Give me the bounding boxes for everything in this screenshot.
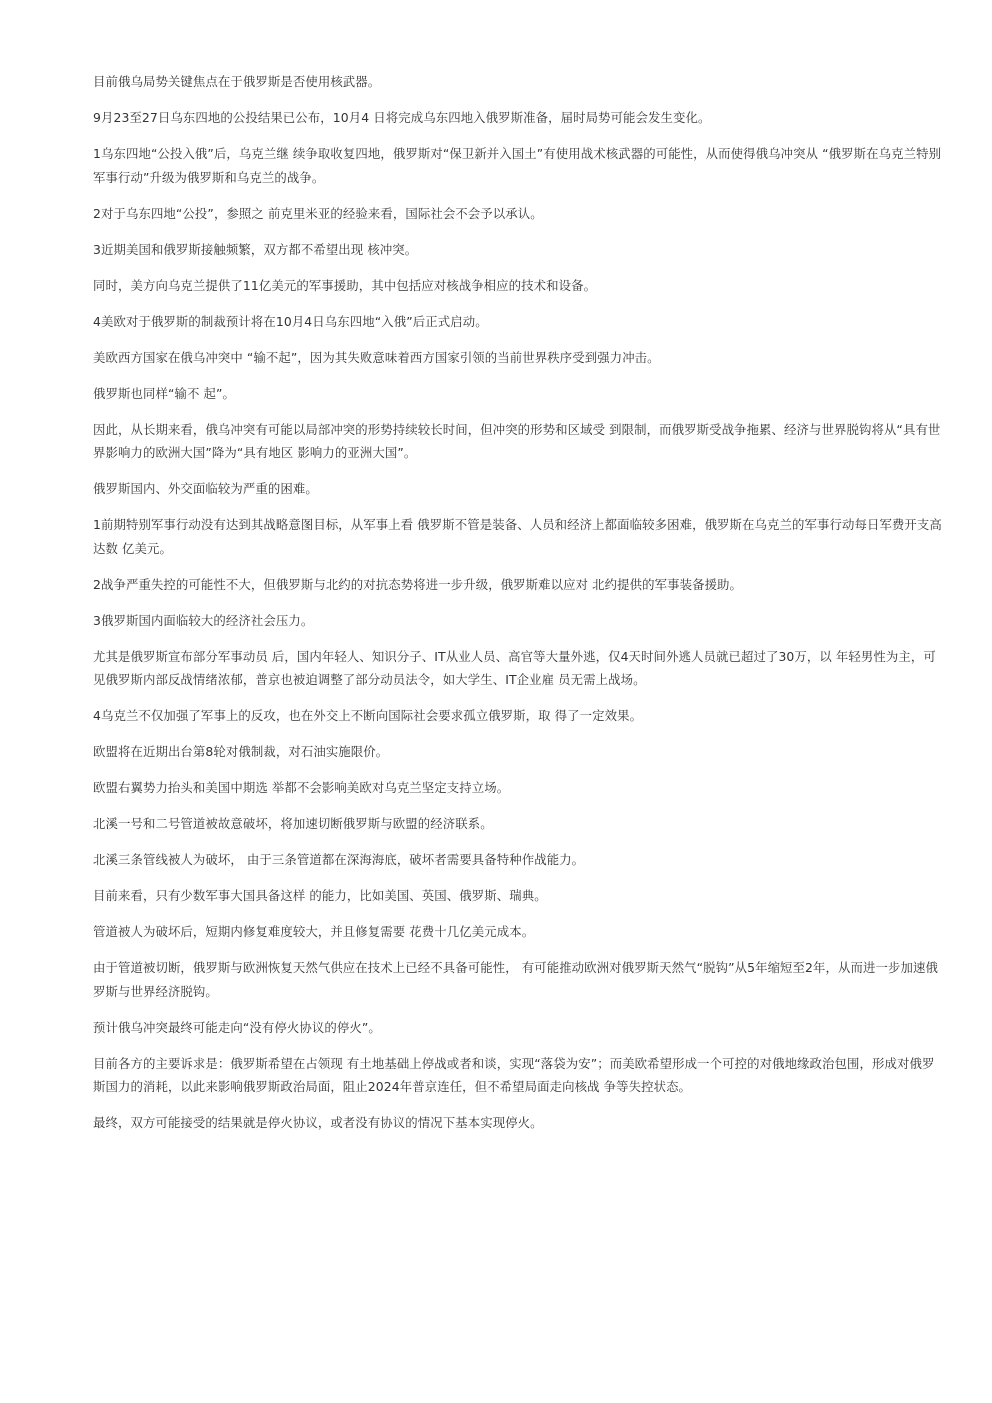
paragraph: 目前来看，只有少数军事大国具备这样 的能力，比如美国、英国、俄罗斯、瑞典。 [93,888,547,903]
paragraph: 俄罗斯国内、外交面临较为严重的困难。 [93,481,318,496]
paragraph: 9月23至27日乌东四地的公投结果已公布，10月4 日将完成乌东四地入俄罗斯准备，届时局势可能会发生变化。 [93,110,711,125]
paragraph: 2战争严重失控的可能性不大，但俄罗斯与北约的对抗态势将进一步升级，俄罗斯难以应对 北约提供的军事装备援助。 [93,576,743,592]
paragraph: 俄罗斯也同样“输不 起”。 [93,385,235,401]
paragraph: 同时，美方向乌克兰提供了11亿美元的军事援助，其中包括应对核战争相应的技术和设备。 [93,277,597,293]
paragraph: 目前各方的主要诉求是：俄罗斯希望在占领现 有土地基础上停战或者和谈，实现“落袋为安”；而美欧希望形成一个可控的对俄地缘政治包围，形成对俄罗斯国力的消耗，以此来影响俄罗斯政治局面，阻止2024年普京连任，但不希望局面走向核战 争等失控状态。 [93,1055,935,1094]
paragraph: 北溪一号和二号管道被故意破坏，将加速切断俄罗斯与欧盟的经济联系。 [93,816,493,831]
paragraph: 2对于乌东四地“公投”，参照之 前克里米亚的经验来看，国际社会不会予以承认。 [93,205,543,221]
paragraph: 1前期特别军事行动没有达到其战略意图目标，从军事上看 俄罗斯不管是装备、人员和经济上都面临较多困难，俄罗斯在乌克兰的军事行动每日军费开支高达数 亿美元。 [93,517,942,556]
paragraph: 3俄罗斯国内面临较大的经济社会压力。 [93,612,314,628]
paragraph: 由于管道被切断，俄罗斯与欧洲恢复天然气供应在技术上已经不具备可能性， 有可能推动欧洲对俄罗斯天然气“脱钩”从5年缩短至2年，从而进一步加速俄罗斯与世界经济脱钩。 [93,960,938,999]
paragraph: 北溪三条管线被人为破坏， 由于三条管道都在深海海底，破坏者需要具备特种作战能力。 [93,852,585,867]
paragraph: 尤其是俄罗斯宣布部分军事动员 后，国内年轻人、知识分子、IT从业人员、高官等大量外逃，仅4天时间外逃人员就已超过了30万，以 年轻男性为主，可见俄罗斯内部反战情绪浓郁，普京也被迫调整了部分动员法令，如大学生、IT企业雇 员无需上战场。 [93,648,936,687]
document-body [93,70,945,1147]
paragraph: 最终，双方可能接受的结果就是停火协议，或者没有协议的情况下基本实现停火。 [93,1115,543,1130]
paragraph: 目前俄乌局势关键焦点在于俄罗斯是否使用核武器。 [93,74,381,89]
paragraph: 1乌东四地“公投入俄”后，乌克兰继 续争取收复四地，俄罗斯对“保卫新并入国土”有使用战术核武器的可能性，从而使得俄乌冲突从 “俄罗斯在乌克兰特别军事行动”升级为俄罗斯和乌克兰的战争。 [93,146,942,185]
paragraph: 4乌克兰不仅加强了军事上的反攻，也在外交上不断向国际社会要求孤立俄罗斯，取 得了一定效果。 [93,708,643,723]
paragraph: 3近期美国和俄罗斯接触频繁，双方都不希望出现 核冲突。 [93,241,418,257]
paragraph: 管道被人为破坏后，短期内修复难度较大，并且修复需要 花费十几亿美元成本。 [93,924,535,939]
paragraph: 欧盟将在近期出台第8轮对俄制裁，对石油实施限价。 [93,744,389,759]
paragraph: 因此，从长期来看，俄乌冲突有可能以局部冲突的形势持续较长时间，但冲突的形势和区域受 到限制，而俄罗斯受战争拖累、经济与世界脱钩将从“具有世界影响力的欧洲大国”降为“具有地区 影响力的亚洲大国”。 [93,421,941,460]
paragraph: 4美欧对于俄罗斯的制裁预计将在10月4日乌东四地“入俄”后正式启动。 [93,313,488,329]
paragraph: 预计俄乌冲突最终可能走向“没有停火协议的停火”。 [93,1019,381,1035]
paragraph: 美欧西方国家在俄乌冲突中 “输不起”，因为其失败意味着西方国家引领的当前世界秩序受到强力冲击。 [93,349,660,365]
paragraph: 欧盟右翼势力抬头和美国中期选 举都不会影响美欧对乌克兰坚定支持立场。 [93,780,510,795]
